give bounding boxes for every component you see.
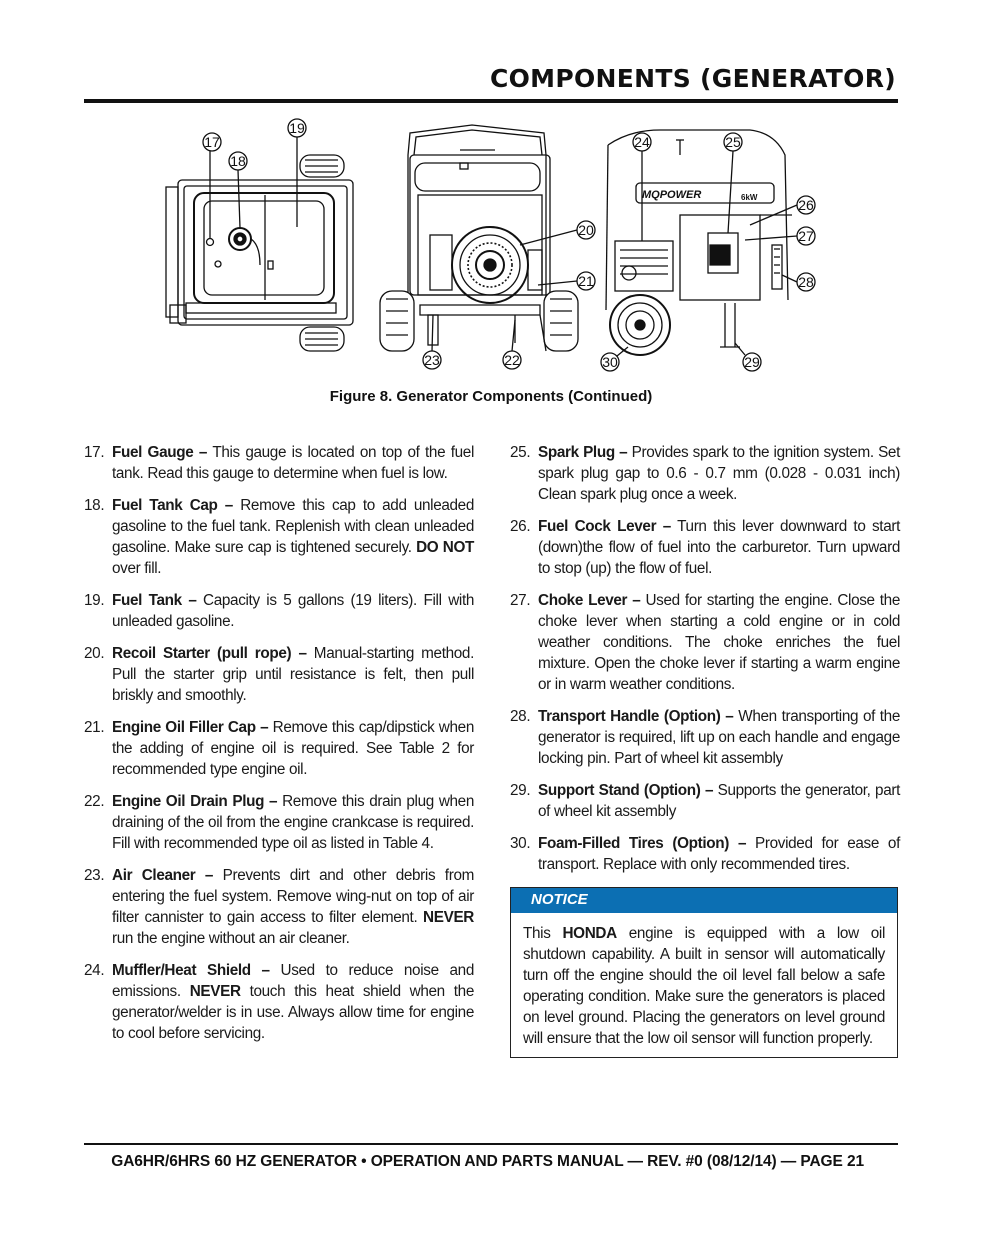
list-item: 22. Engine Oil Drain Plug – Remove this drain plug when draining of the oil from the engine crankcase is required. Fill with recommended type oil as listed in Table 4. [84, 793, 474, 852]
list-item: 25. Spark Plug – Provides spark to the ignition system. Set spark plug gap to 0.6 - 0.7 mm (0.028 - 0.031 inch) Clean spark plug once a week. [510, 444, 900, 503]
notice-text: This HONDA engine is equipped with a low oil shutdown capability. A built in sensor will automatically turn off the engine should the oil level fall below a safe operating condition. Make sure the generators is placed on level ground. Placing the generators on level ground will ensure that the low oil sensor will function properly. [523, 925, 885, 1047]
callout-21: 21 [578, 273, 594, 289]
callout-25: 25 [725, 134, 741, 150]
list-item: 29. Support Stand (Option) – Supports the generator, part of wheel kit assembly [510, 782, 900, 820]
callout-30: 30 [602, 354, 618, 370]
page-footer: GA6HR/6HRS 60 HZ GENERATOR • OPERATION AND PARTS MANUAL — REV. #0 (08/12/14) — PAGE 21 [111, 1153, 864, 1170]
callout-18: 18 [230, 153, 246, 169]
footer-rule [84, 1143, 898, 1145]
generator-front-view [606, 130, 792, 355]
callout-22: 22 [504, 352, 520, 368]
callout-27: 27 [798, 228, 814, 244]
brand-logo-text: MQPOWER [642, 189, 702, 201]
list-item: 19. Fuel Tank – Capacity is 5 gallons (19 liters). Fill with unleaded gasoline. [84, 592, 474, 630]
list-item: 30. Foam-Filled Tires (Option) – Provided for ease of transport. Replace with only recommended tires. [510, 835, 900, 873]
generator-components-figure [160, 115, 814, 380]
callout-26: 26 [798, 197, 814, 213]
header-rule [84, 99, 898, 103]
callout-28: 28 [798, 274, 814, 290]
callout-19: 19 [289, 120, 305, 136]
callout-29: 29 [744, 354, 760, 370]
notice-box [510, 887, 898, 1058]
figure-caption: Figure 8. Generator Components (Continued) [329, 388, 653, 405]
list-item: 24. Muffler/Heat Shield – Used to reduce noise and emissions. NEVER touch this heat shield when the generator/welder is in use. Always allow time for engine to cool before servicing. [84, 962, 474, 1042]
list-item: 18. Fuel Tank Cap – Remove this cap to add unleaded gasoline to the fuel tank. Replenish with clean unleaded gasoline. Make sure cap is tightened securely. DO NOT over fill. [84, 497, 474, 577]
list-item: 26. Fuel Cock Lever – Turn this lever downward to start (down)the flow of fuel into the carburetor. Turn upward to stop (up) the flow of fuel. [510, 518, 900, 577]
list-item: 28. Transport Handle (Option) – When transporting of the generator is required, lift up on each handle and engage locking pin. Part of wheel kit assembly [510, 708, 900, 767]
callout-17: 17 [204, 134, 220, 150]
page-title: COMPONENTS (GENERATOR) [489, 64, 896, 93]
list-item: 17. Fuel Gauge – This gauge is located on top of the fuel tank. Read this gauge to determine when fuel is low. [84, 444, 475, 482]
callout-23: 23 [424, 352, 440, 368]
callout-24: 24 [634, 134, 650, 150]
components-list-left [84, 442, 474, 1055]
list-item: 27. Choke Lever – Used for starting the engine. Close the choke lever when starting a cold engine or in cold weather conditions. The choke enriches the fuel mixture. Open the choke lever if starting a warm engine or in warm weather conditions. [510, 592, 900, 693]
notice-label: NOTICE [511, 888, 897, 913]
callout-20: 20 [578, 222, 594, 238]
generator-top-view [166, 155, 353, 351]
list-item: 20. Recoil Starter (pull rope) – Manual-starting method. Pull the starter grip until resistance is felt, then pull briskly and smoothly. [84, 645, 474, 704]
list-item: 23. Air Cleaner – Prevents dirt and other debris from entering the fuel system. Remove wing-nut on top of air filter cannister to gain access to filter element. NEVER run the engine without an air cleaner. [84, 867, 474, 947]
rating-label: 6kW [741, 193, 758, 202]
components-list-right [510, 442, 900, 1058]
list-item: 21. Engine Oil Filler Cap – Remove this cap/dipstick when the adding of engine oil is required. See Table 2 for recommended type engine oil. [84, 719, 474, 778]
